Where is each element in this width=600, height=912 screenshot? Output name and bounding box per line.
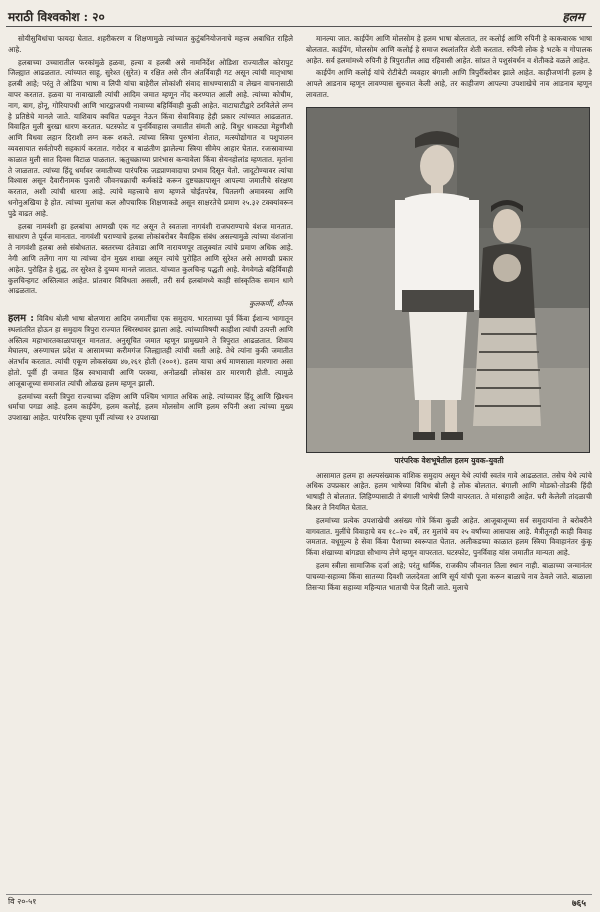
signature-mark: वि २०-५१ bbox=[8, 897, 37, 906]
footer-rule bbox=[6, 894, 592, 895]
paragraph: हलमांच्या प्रत्येक उपशाखेची असंख्य गोत्रे किंवा कुळी आहेत. आजूबाजूच्या सर्व समुदायांना ते बरोबरीने वागवतात. मुलींचे विवाहाचे वय १८–२० वर्षे, तर मुलांचे वय २५ वर्षांच्या आसपास आहे. मैत्रीतूनही काही विवाह जमतात. वधूमूल्य हे सेवा किंवा पैशाच्या स्वरूपात घेतात. अलीकडच्या काळात हलम स्त्रिया विवाहानंतर कुंकू किंवा शंखाच्या बांगड्या सौभाग्य लेणे म्हणून वापरतात. घटस्फोट, पुनर्विवाह यांस जमातीत मान्यता आहे. bbox=[306, 515, 592, 558]
figure bbox=[306, 107, 592, 467]
header-rule bbox=[6, 26, 592, 27]
paragraph: हलबा नामवंशी हा हलबांचा आणखी एक गट असून ते स्वतःला नागवंशी राजघराण्याचे वंशज मानतात. साधारण ते पूर्वज मानतात. नागवंशी घराण्याचे हलबा लोकांबरोबर वैवाहिक संबंध असल्यामुळे त्यांच्या वंशजांना ते नागवंशी हलबा असे संबोधतात. बस्तरच्या दंतेवाडा आणि नारायणपूर तालुक्यांत त्यांचे प्रमाण अधिक आहे. नेगी आणि तलेंगा नाग या त्यांच्या दोन मुख्य शाखा असून त्यांचे पुरोहित आणि सुरेश्त असे आणखी प्रकार आहेत. पुरोहित हे शुद्ध, तर सुरेश्त हे दुय्यम मानले जातात. यांच्यात कुलचिन्ह पद्धती आहे. वेगवेगळे बहिर्विवाही कुलचिन्हगट अस्तित्वात आहेत. प्रांतवार विविधता असली, तरी सर्व हलबांमध्ये काही सांस्कृतिक समान धागे आढळतात. bbox=[8, 221, 293, 296]
entry-paragraph bbox=[8, 314, 293, 390]
paragraph: आसामात हलम हा अल्पसंख्याक वांशिक समुदाय असून येथे त्यांची स्वतंत्र गावे आढळतात. तसेच येथे त्यांचे अधिक उपप्रकार आहेत. हलम भाषेच्या विविध बोली हे लोक बोलतात. बंगाली आणि मोडको-तोडकी हिंदी भाषाही ते बोलतात. लिहिण्यासाठी ते बंगाली भाषेची लिपी वापरतात. ते मांसाहारी आहेत. घरी केलेली तांदळाची बिअर ते नियमित घेतात. bbox=[306, 470, 592, 512]
paragraph: मानल्या जात. काईपेंग आणि मोलसोम हे हलम भाषा बोलतात, तर कलोई आणि रुपिनी हे काकबारक भाषा बोलतात. काईपेंग, मोलसोम आणि कलोई हे समाज स्थलांतरित शेती करतात. रुपिनी लोक हे भटके व गोपालक आहेत. सर्व हलमांमध्ये रुपिनी हे त्रिपुरातील आद्य रहिवासी आहेत. सांप्रत ते पशुसंवर्धन व शेतीकडे वळले आहेत. bbox=[306, 34, 592, 65]
page-footer bbox=[0, 896, 600, 910]
paragraph: हलबाच्या उच्चारातील फरकांमुळे हळवा, हल्वा व हलबी असे नामनिर्देश ओडिशा राज्यातील कोरापुट जिल्ह्यात आढळतात. त्यांच्यात साहू, सुरेश्त (सुरेत) व रक्षित असे तीन अंतर्विवाही गट असून त्यांची मातृभाषा हलबी आहे; परंतु ते ओडिया भाषा व लिपी यांचा बाहेरील लोकांशी संवाद साधण्यासाठी व लेखन वाचनासाठी वापर करतात. हळवा या नावाखाली त्यांची आदिम जमात म्हणून नोंद करण्यात आली आहे. त्यांच्या कोचीम, नाग, बाग, होनू, गोरियापधी आणि भारद्वाजपधी नावाच्या बहिर्विवाही कुळी आहेत. वाटाघाटीद्वारे ठरविलेले लग्न हे प्रतिष्ठेचे मानले जाते. याशिवाय क्वचित पळवून नेऊन किंवा सेवाविवाह हेही प्रकार त्यांच्यात आढळतात. विवाहित मुली बुरखा धारण करतात. घटस्फोट व पुनर्विवाहास जमातीत संमती आहे. विधुर धाकट्या मेहुणीशी आणि विधवा लहान दिराशी लग्न करू शकते. त्यांच्या स्त्रिया पुरुषांना शेतात, मत्स्योद्योगात व पशुपालन व्यवसायात सर्वतोपरी सहकार्य करतात. गरोदर व बाळंतीण झालेल्या स्त्रिया सीमेय आहार घेतात. रजःस्रावाच्या काळात मुली सात दिवस विटाळ पाळतात. ऋतुचक्राच्या प्रारंभास कन्यावेला किंवा सेयनहोलांड म्हणतात. मृतांना ते जाळतात. त्यांच्या हिंदू धर्मावर जमातीच्या पारंपरिक जडप्राणवादाचा प्रभाव दिसून येतो. जादूटोण्यावर त्यांचा विश्वास असून दैवारीनामक पुजारी जीवनचक्राची कर्मकांडे करून दुष्टचक्रापासून आपल्या जमातीचे संरक्षण करतात, अशी त्यांची धारणा आहे. त्यांचे महत्त्वाचे सण म्हणजे चोईतपरेब, चितलगी अमावस्या आणि धनोनुअखिया हे होत. त्यांच्या मुलांचा कल औपचारिक शिक्षणाकडे असून साक्षरतेचे प्रमाण २५.३२ टक्क्यांवरून पुढे वाढत आहे. bbox=[8, 57, 293, 218]
entry-text: विविध बोली भाषा बोलणारा आदिम जमातींचा एक समुदाय. भारताच्या पूर्व किंवा ईशान्य भागातून स्थलांतरित होऊन हा समुदाय त्रिपुरा राज्यात स्थिरस्थावर झाला आहे. त्यांच्याविषयी काहीशा त्यांची उत्पत्ती आणि अस्तित्व महाभारतकाळापासून मानतात. अनुसूचित जमात म्हणून प्रामुख्याने ते त्रिपुरात आढळतात. शिवाय मेघालय, अरुणाचल प्रदेश व आसामच्या करीमगंज जिल्ह्यातही त्यांची वस्ती आहे. तेथे त्यांना कुकी जमातीत अंतर्भाव करतात. त्यांची एकूण लोकसंख्या ४७,२६१ होती (२००१). हलम याचा अर्थ माणसाला मारणारा असा होतो. पूर्वी ही जमात हिंस्र स्वभावाची आणि परक्या, अनोळखी लोकांस ठार मारणारी होती. त्यामुळे आजूबाजूच्या समाजांत त्यांची ओळख हलम म्हणून झाली. bbox=[8, 313, 293, 388]
author-credit: कुलकर्णी, शौनक bbox=[249, 299, 293, 309]
paragraph: हलमांच्या वस्ती त्रिपुरा राज्याच्या दक्षिण आणि पश्चिम भागात अधिक आहे. त्यांच्यावर हिंदू आणि ख्रिश्चन धर्माचा पगडा आहे. हलम काईपेंग, हलम कलोई, हलम मोलसोम आणि हलम रुपिनी अशा त्यांच्या मुख्य उपशाखा आहेत. पारंपरिक दृष्टया पूर्वी त्यांच्या १२ उपशाखा bbox=[8, 391, 293, 423]
page-header bbox=[0, 6, 600, 28]
right-column bbox=[306, 34, 592, 896]
page-keyword: हलम bbox=[562, 10, 584, 24]
left-column bbox=[8, 34, 293, 896]
running-title: मराठी विश्वकोश : २० bbox=[8, 10, 105, 24]
page-number: ७६५ bbox=[571, 899, 586, 909]
entry-heading: हलम : bbox=[8, 312, 34, 324]
paragraph: सोयीसुविधांचा फायदा घेतात. शहरीकरण व शिक्षणामुळे त्यांच्यात कुटुंबनियोजनाचे महत्त्व अबाधित राहिले आहे. bbox=[8, 34, 293, 54]
paragraph: काईपेंग आणि कलोई यांचे रोटीबेटी व्यवहार बंगाली आणि त्रिपुरींबरोबर झाले आहेत. काहीजणांनी हलम हे आपले आडनाव म्हणून लावण्यास सुरुवात केली आहे, तर काहीजण आपल्या उपशाखेचे नाव आडनाव म्हणून लावतात. bbox=[306, 68, 592, 99]
photo-caption: पारंपरिक वेशभूषेतील हलम युवक-युवती bbox=[394, 455, 504, 465]
paragraph: हलम स्त्रीला सामाजिक दर्जा आहे; परंतु धार्मिक, राजकीय जीवनात तिला स्थान नाही. बाळाच्या जन्मानंतर पाचव्या-सहाव्या किंवा सातव्या दिवशी जलदेवता आणि सूर्य यांची पूजा करून बाळाचे नाव ठेवले जाते. बाळाला तिसऱ्या किंवा सहाव्या महिन्यात भाताची पेज दिली जाते. मुलाचे bbox=[306, 560, 592, 592]
photograph bbox=[306, 107, 590, 453]
